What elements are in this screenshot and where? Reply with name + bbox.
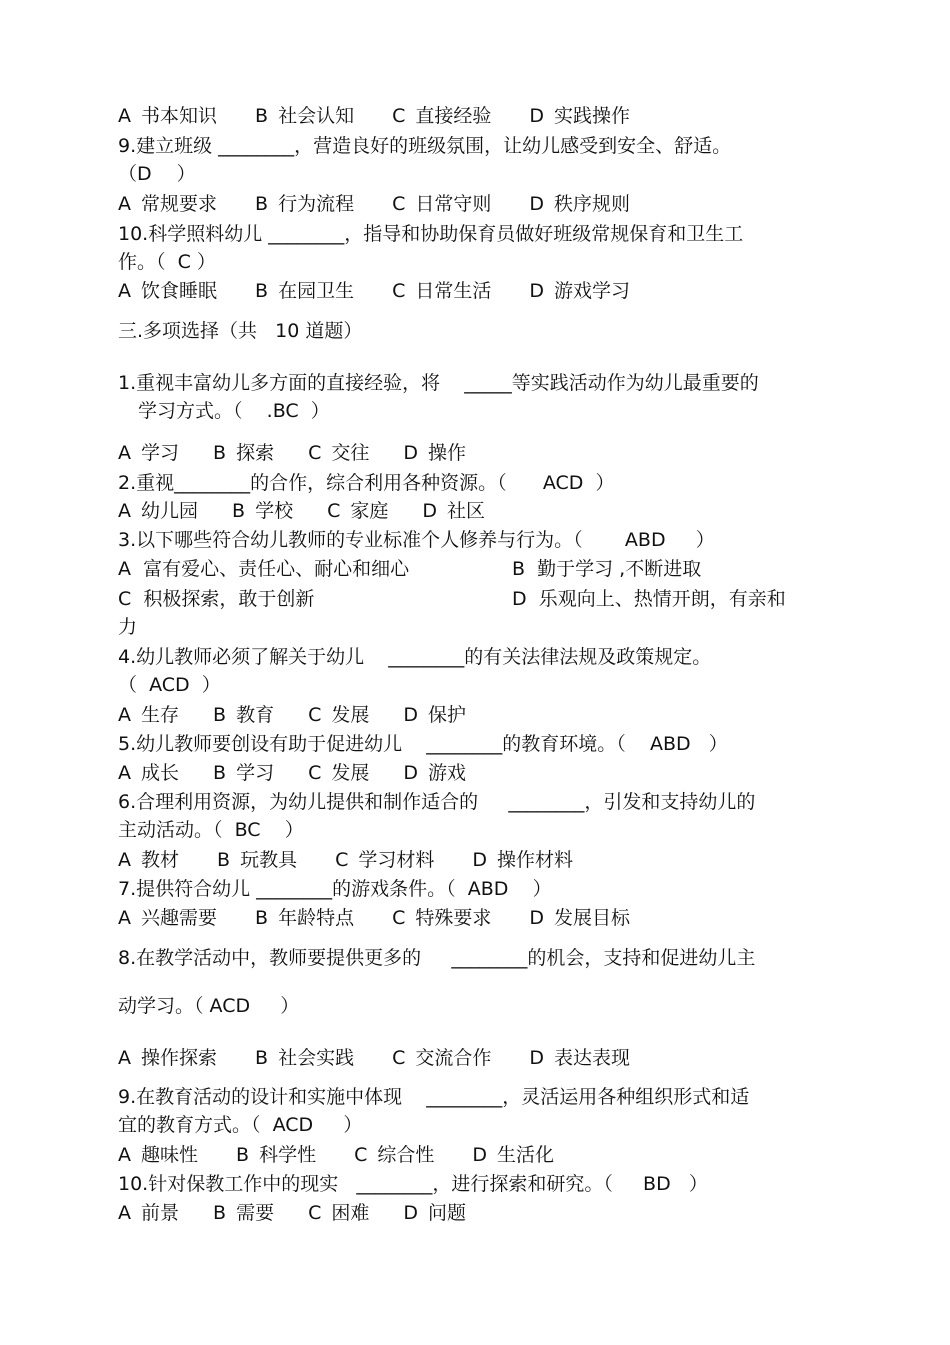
options-row xyxy=(118,848,573,872)
option-item xyxy=(403,441,466,465)
option-label: 生存 xyxy=(141,704,180,726)
option-label: 探索 xyxy=(236,442,275,464)
option-item xyxy=(118,703,179,727)
options-row xyxy=(118,906,630,930)
option-item xyxy=(472,1143,554,1167)
mq-2-text: 2.重视________的合作，综合利用各种资源。（ ACD ） xyxy=(118,472,615,494)
option-label: 直接经验 xyxy=(415,105,492,127)
question-10-text: 10.科学照料幼儿 ________，指导和协助保育员做好班级常规保育和卫生工 xyxy=(118,223,744,245)
option-item xyxy=(308,1201,369,1225)
option-label: 社区 xyxy=(447,500,486,522)
option-letter: D xyxy=(472,849,488,871)
mq-3-option-c: C 积极探索，敢于创新 xyxy=(118,588,315,610)
option-letter: C xyxy=(392,105,406,127)
option-item xyxy=(118,104,217,128)
options-row xyxy=(118,1201,466,1225)
option-item xyxy=(118,1201,179,1225)
options-row xyxy=(118,499,485,523)
option-item xyxy=(308,761,369,785)
option-letter: D xyxy=(422,500,438,522)
option-item xyxy=(392,1046,491,1070)
option-letter: A xyxy=(118,1047,131,1069)
mq-10-text: 10.针对保教工作中的现实 ________，进行探索和研究。（ BD ） xyxy=(118,1173,708,1195)
option-letter: B xyxy=(213,1202,227,1224)
option-item xyxy=(118,1143,198,1167)
option-letter: B xyxy=(255,907,269,929)
option-item xyxy=(392,192,491,216)
question-9-text: 9.建立班级 ________，营造良好的班级氛围，让幼儿感受到安全、舒适。 xyxy=(118,135,732,157)
option-label: 学习 xyxy=(141,442,180,464)
option-label: 秩序规则 xyxy=(554,193,631,215)
option-letter: D xyxy=(529,280,545,302)
option-item xyxy=(354,1143,434,1167)
mq-8-answer: 动学习。（ ACD ） xyxy=(118,995,300,1017)
option-label: 需要 xyxy=(236,1202,275,1224)
option-letter: A xyxy=(118,907,131,929)
option-item xyxy=(213,441,274,465)
option-item xyxy=(529,906,630,930)
option-item xyxy=(118,761,179,785)
option-item xyxy=(308,703,369,727)
option-letter: C xyxy=(308,1202,322,1224)
option-label: 表达表现 xyxy=(554,1047,631,1069)
option-label: 综合性 xyxy=(377,1144,435,1166)
option-label: 教育 xyxy=(236,704,275,726)
option-letter: D xyxy=(403,442,419,464)
option-letter: C xyxy=(392,193,406,215)
mq-3-option-d-cont: 力 xyxy=(118,616,138,638)
option-item xyxy=(236,1143,316,1167)
mq-6-text: 6.合理利用资源，为幼儿提供和制作适合的 ________，引发和支持幼儿的 xyxy=(118,791,756,813)
option-label: 科学性 xyxy=(259,1144,317,1166)
option-label: 常规要求 xyxy=(141,193,218,215)
option-item xyxy=(529,1046,630,1070)
option-item xyxy=(118,192,217,216)
option-item xyxy=(217,848,297,872)
option-label: 学校 xyxy=(255,500,294,522)
option-item xyxy=(118,279,217,303)
option-letter: C xyxy=(308,704,322,726)
option-letter: C xyxy=(354,1144,368,1166)
option-letter: C xyxy=(327,500,341,522)
option-item xyxy=(403,1201,466,1225)
option-label: 行为流程 xyxy=(278,193,355,215)
option-label: 发展 xyxy=(331,704,370,726)
options-row xyxy=(118,1143,554,1167)
option-item xyxy=(118,906,217,930)
options-row xyxy=(118,279,630,303)
option-letter: B xyxy=(255,193,269,215)
option-item xyxy=(118,441,179,465)
mq-3-option-b: B 勤于学习 ,不断进取 xyxy=(512,558,702,580)
option-label: 日常守则 xyxy=(415,193,492,215)
option-label: 饮食睡眠 xyxy=(141,280,218,302)
mq-3-option-a: A 富有爱心、责任心、耐心和细心 xyxy=(118,558,410,580)
option-item xyxy=(335,848,434,872)
option-letter: A xyxy=(118,500,131,522)
option-letter: D xyxy=(472,1144,488,1166)
option-label: 问题 xyxy=(428,1202,467,1224)
option-letter: C xyxy=(392,280,406,302)
mq-5-text: 5.幼儿教师要创设有助于促进幼儿 ________的教育环境。（ ABD ） xyxy=(118,733,728,755)
option-letter: D xyxy=(403,1202,419,1224)
option-letter: C xyxy=(308,442,322,464)
option-item xyxy=(392,279,491,303)
mq-1-answer: 学习方式。（ .BC ） xyxy=(138,400,330,422)
mq-4-text: 4.幼儿教师必须了解关于幼儿 ________的有关法律法规及政策规定。 xyxy=(118,646,712,668)
mq-3-text: 3.以下哪些符合幼儿教师的专业标准个人修养与行为。（ ABD ） xyxy=(118,529,715,551)
option-letter: B xyxy=(213,704,227,726)
option-letter: A xyxy=(118,105,131,127)
option-letter: A xyxy=(118,193,131,215)
options-row xyxy=(118,703,466,727)
option-label: 幼儿园 xyxy=(141,500,199,522)
option-item xyxy=(118,848,179,872)
option-label: 前景 xyxy=(141,1202,180,1224)
option-label: 教材 xyxy=(141,849,180,871)
option-letter: B xyxy=(236,1144,250,1166)
option-letter: B xyxy=(255,1047,269,1069)
option-label: 年龄特点 xyxy=(278,907,355,929)
option-item xyxy=(255,1046,354,1070)
option-item xyxy=(232,499,293,523)
option-item xyxy=(255,906,354,930)
mq-9-text: 9.在教育活动的设计和实施中体现 ________，灵活运用各种组织形式和适 xyxy=(118,1086,750,1108)
option-letter: B xyxy=(255,280,269,302)
option-label: 实践操作 xyxy=(554,105,631,127)
options-row xyxy=(118,1046,630,1070)
option-label: 游戏 xyxy=(428,762,467,784)
option-item xyxy=(403,703,466,727)
option-item xyxy=(213,703,274,727)
option-letter: D xyxy=(403,704,419,726)
option-label: 玩教具 xyxy=(240,849,298,871)
option-letter: C xyxy=(392,1047,406,1069)
option-letter: D xyxy=(529,193,545,215)
option-item xyxy=(255,279,354,303)
option-item xyxy=(213,1201,274,1225)
option-label: 特殊要求 xyxy=(415,907,492,929)
option-letter: A xyxy=(118,1144,131,1166)
option-letter: B xyxy=(255,105,269,127)
options-row xyxy=(118,441,466,465)
option-letter: A xyxy=(118,704,131,726)
mq-1-text: 1.重视丰富幼儿多方面的直接经验，将 _____等实践活动作为幼儿最重要的 xyxy=(118,372,759,394)
question-10-answer: 作。（ C ） xyxy=(118,251,216,273)
mq-6-answer: 主动活动。（ BC ） xyxy=(118,819,304,841)
option-label: 家庭 xyxy=(350,500,389,522)
option-label: 交往 xyxy=(331,442,370,464)
option-item xyxy=(118,1046,217,1070)
option-label: 社会认知 xyxy=(278,105,355,127)
option-label: 操作探索 xyxy=(141,1047,218,1069)
option-letter: B xyxy=(213,442,227,464)
option-label: 学习 xyxy=(236,762,275,784)
option-label: 困难 xyxy=(331,1202,370,1224)
option-item xyxy=(213,761,274,785)
option-letter: A xyxy=(118,280,131,302)
option-letter: C xyxy=(392,907,406,929)
options-row xyxy=(118,104,630,128)
option-item xyxy=(529,279,630,303)
option-letter: B xyxy=(213,762,227,784)
option-letter: A xyxy=(118,762,131,784)
option-label: 保护 xyxy=(428,704,467,726)
option-item xyxy=(403,761,466,785)
option-label: 发展 xyxy=(331,762,370,784)
option-label: 书本知识 xyxy=(141,105,218,127)
option-item xyxy=(118,499,198,523)
option-label: 操作材料 xyxy=(497,849,574,871)
option-letter: B xyxy=(232,500,246,522)
option-label: 在园卫生 xyxy=(278,280,355,302)
option-item xyxy=(392,104,491,128)
option-label: 趣味性 xyxy=(141,1144,199,1166)
option-item xyxy=(255,192,354,216)
option-letter: D xyxy=(529,907,545,929)
section-title: 三.多项选择（共 10 道题） xyxy=(118,320,363,342)
option-letter: A xyxy=(118,1202,131,1224)
option-item xyxy=(308,441,369,465)
option-letter: C xyxy=(308,762,322,784)
mq-9-answer: 宜的教育方式。（ ACD ） xyxy=(118,1114,363,1136)
option-item xyxy=(529,192,630,216)
options-row xyxy=(118,761,466,785)
option-item xyxy=(422,499,485,523)
option-letter: D xyxy=(529,105,545,127)
mq-7-text: 7.提供符合幼儿 ________的游戏条件。（ ABD ） xyxy=(118,878,552,900)
option-letter: B xyxy=(217,849,231,871)
option-label: 发展目标 xyxy=(554,907,631,929)
option-letter: C xyxy=(335,849,349,871)
option-item xyxy=(327,499,388,523)
option-item xyxy=(255,104,354,128)
option-letter: D xyxy=(403,762,419,784)
option-label: 兴趣需要 xyxy=(141,907,218,929)
question-9-answer: （D ） xyxy=(118,163,196,185)
option-label: 社会实践 xyxy=(278,1047,355,1069)
option-letter: D xyxy=(529,1047,545,1069)
mq-3-option-d: D 乐观向上、热情开朗，有亲和 xyxy=(512,588,786,610)
option-label: 日常生活 xyxy=(415,280,492,302)
option-item xyxy=(392,906,491,930)
option-label: 交流合作 xyxy=(415,1047,492,1069)
option-label: 游戏学习 xyxy=(554,280,631,302)
option-letter: A xyxy=(118,849,131,871)
option-item xyxy=(472,848,573,872)
option-label: 学习材料 xyxy=(358,849,435,871)
option-label: 操作 xyxy=(428,442,467,464)
mq-4-answer: （ ACD ） xyxy=(118,674,221,696)
options-row xyxy=(118,192,630,216)
option-item xyxy=(529,104,630,128)
mq-8-text: 8.在教学活动中，教师要提供更多的 ________的机会，支持和促进幼儿主 xyxy=(118,947,756,969)
option-label: 生活化 xyxy=(497,1144,555,1166)
option-label: 成长 xyxy=(141,762,180,784)
option-letter: A xyxy=(118,442,131,464)
